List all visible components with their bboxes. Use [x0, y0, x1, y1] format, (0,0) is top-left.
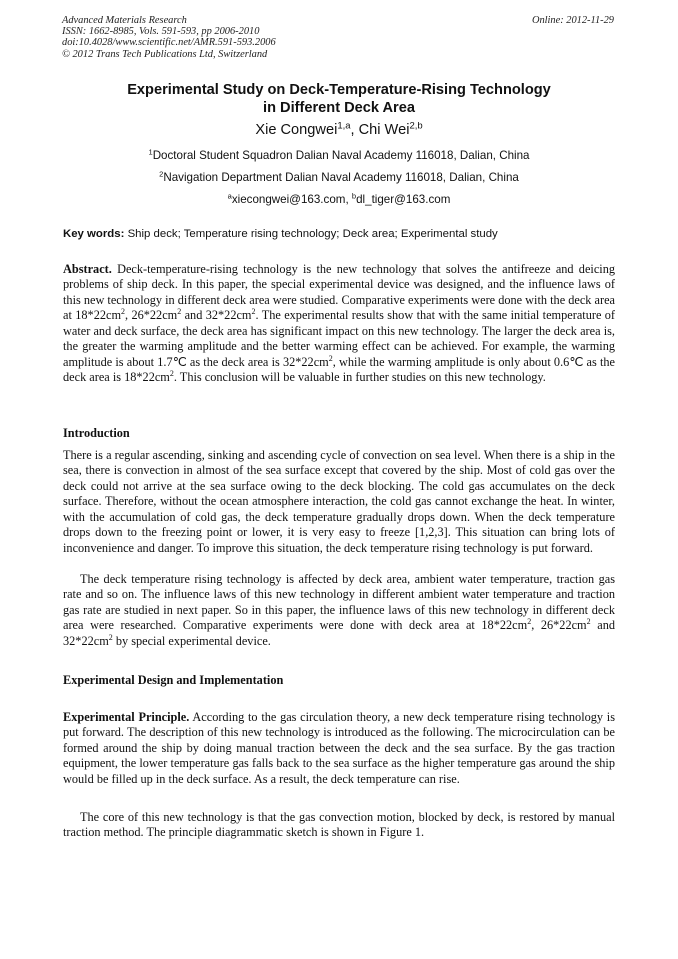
keywords [63, 227, 623, 241]
affiliation-text: Doctoral Student Squadron Dalian Naval Academy 116018, Dalian, China [152, 149, 530, 162]
issn-line: ISSN: 1662-8985, Vols. 591-593, pp 2006-2010 [62, 26, 260, 38]
affiliation-superscript: 1 [148, 147, 153, 157]
online-date: Online: 2012-11-29 [531, 15, 614, 26]
superscript: 2 [108, 633, 113, 643]
keywords-text: Ship deck; Temperature rising technology; Deck area; Experimental study [124, 228, 498, 240]
doi-line: doi:10.4028/www.scientific.net/AMR.591-593.2006 [62, 37, 276, 49]
keywords-label: Key words: [63, 228, 125, 240]
email-link[interactable]: xiecongwei@163.com [231, 193, 346, 206]
abstract-label: Abstract. [63, 262, 112, 276]
section-heading-experimental-design: Experimental Design and Implementation [63, 673, 284, 687]
principle-text: According to the gas circulation theory, a new deck temperature rising technology is put forward. The description of this new technology is introduced as the following. The microcirculation can be formed around the ship by doing manual traction between the deck and the sea surface. By the gas traction equipment, the lower temperature gas falls back to the sea surface as the higher temperature gas around the ship would be filled up in the deck surface. As a result, the deck temperature can rise. [63, 710, 615, 786]
affiliation-text: Navigation Department Dalian Naval Academy 116018, Dalian, China [163, 171, 519, 184]
abstract-text: and 32*22cm [181, 308, 252, 323]
abstract-text: . The experimental results show that with the same initial temperature of water and deck surface, the deck area has significant impact on this new technology. The larger the deck area is, the greater the warming amplitude and the better warming effect can be achieved. For example, the warming amplitude is about 1.7℃ as the deck area is 32*22cm [63, 308, 616, 369]
section-heading-introduction: Introduction [63, 426, 130, 440]
introduction-paragraph-1: There is a regular ascending, sinking and ascending cycle of convection on sea level. When there is a ship in the sea, there is convection in almost of the sea surface except that covered by the ship. Most of cold gas over the deck could not arrive at the sea surface owing to the deck blocking. The cold gas accumulates on the deck surface. Therefore, without the ocean atmosphere interaction, the cold gas cannot exchange the heat. In winter, with the accumulation of cold gas, the deck temperature gradually drops down. When the deck temperature drops down to the freezing point or lower, it is very easy to freeze [1,2,3]. This situation can bring lots of inconvenience and danger. To improve this situation, the deck temperature rising technology is put forward. [63, 448, 615, 555]
superscript: 2 [251, 307, 256, 317]
email-line [62, 193, 616, 207]
superscript: 2 [527, 617, 532, 627]
abstract [63, 262, 615, 386]
author-superscript: 1,a [337, 120, 351, 132]
author-list [62, 121, 616, 139]
author-name: Chi Wei [358, 122, 410, 138]
abstract-text: . This conclusion will be valuable in further studies on this new technology. [173, 370, 546, 385]
paragraph-text: The deck temperature rising technology is affected by deck area, ambient water temperature, traction gas rate and so on. The influence laws of this new technology in different ambient water temperature and traction gas rate are studied in next paper. So in this paper, the influence laws of this new technology in different deck area were researched. Comparative experiments were done with deck area at 18*22cm [63, 572, 615, 633]
journal-name: Advanced Materials Research [62, 15, 187, 26]
email-link[interactable]: dl_tiger@163.com [356, 193, 451, 206]
author-name: Xie Congwei [255, 122, 338, 138]
title-line-2: in Different Deck Area [263, 100, 415, 116]
email-superscript: b [351, 191, 357, 201]
core-technology-paragraph: The core of this new technology is that the gas convection motion, blocked by deck, is restored by manual traction method. The principle diagrammatic sketch is shown in Figure 1. [63, 810, 615, 840]
journal-header [62, 15, 276, 60]
email-separator: , [345, 193, 352, 206]
paragraph-text: by special experimental device. [112, 633, 271, 648]
paragraph-text: and 32*22cm [63, 618, 615, 648]
author-superscript: 2,b [409, 120, 423, 132]
experimental-principle-paragraph [63, 710, 615, 787]
superscript: 2 [121, 307, 126, 317]
superscript: 2 [169, 369, 174, 379]
introduction-paragraph-2 [63, 572, 615, 649]
copyright-line: © 2012 Trans Tech Publications Ltd, Switzerland [62, 48, 268, 60]
superscript: 2 [328, 353, 333, 363]
email-superscript: a [227, 191, 232, 201]
affiliation-superscript: 2 [159, 169, 164, 179]
affiliation-2 [62, 171, 616, 185]
paragraph-text: , 26*22cm [531, 618, 587, 633]
paper-title [62, 81, 616, 117]
abstract-text: , while the warming amplitude is only about 0.6℃ as the deck area is 18*22cm [63, 354, 615, 385]
superscript: 2 [586, 617, 591, 627]
affiliation-1 [62, 149, 616, 163]
title-line-1: Experimental Study on Deck-Temperature-Rising Technology [127, 82, 551, 98]
superscript: 2 [177, 307, 182, 317]
abstract-text: Deck-temperature-rising technology is the new technology that solves the antifreeze and deicing problems of ship deck. In this paper, the special experimental device was designed, and the influence laws of this new technology in different deck area were studied. Comparative experiments were done with the deck area at 18*22cm [63, 262, 615, 323]
author-separator: , [350, 122, 359, 138]
principle-label: Experimental Principle. [63, 710, 190, 724]
abstract-text: , 26*22cm [125, 308, 178, 323]
